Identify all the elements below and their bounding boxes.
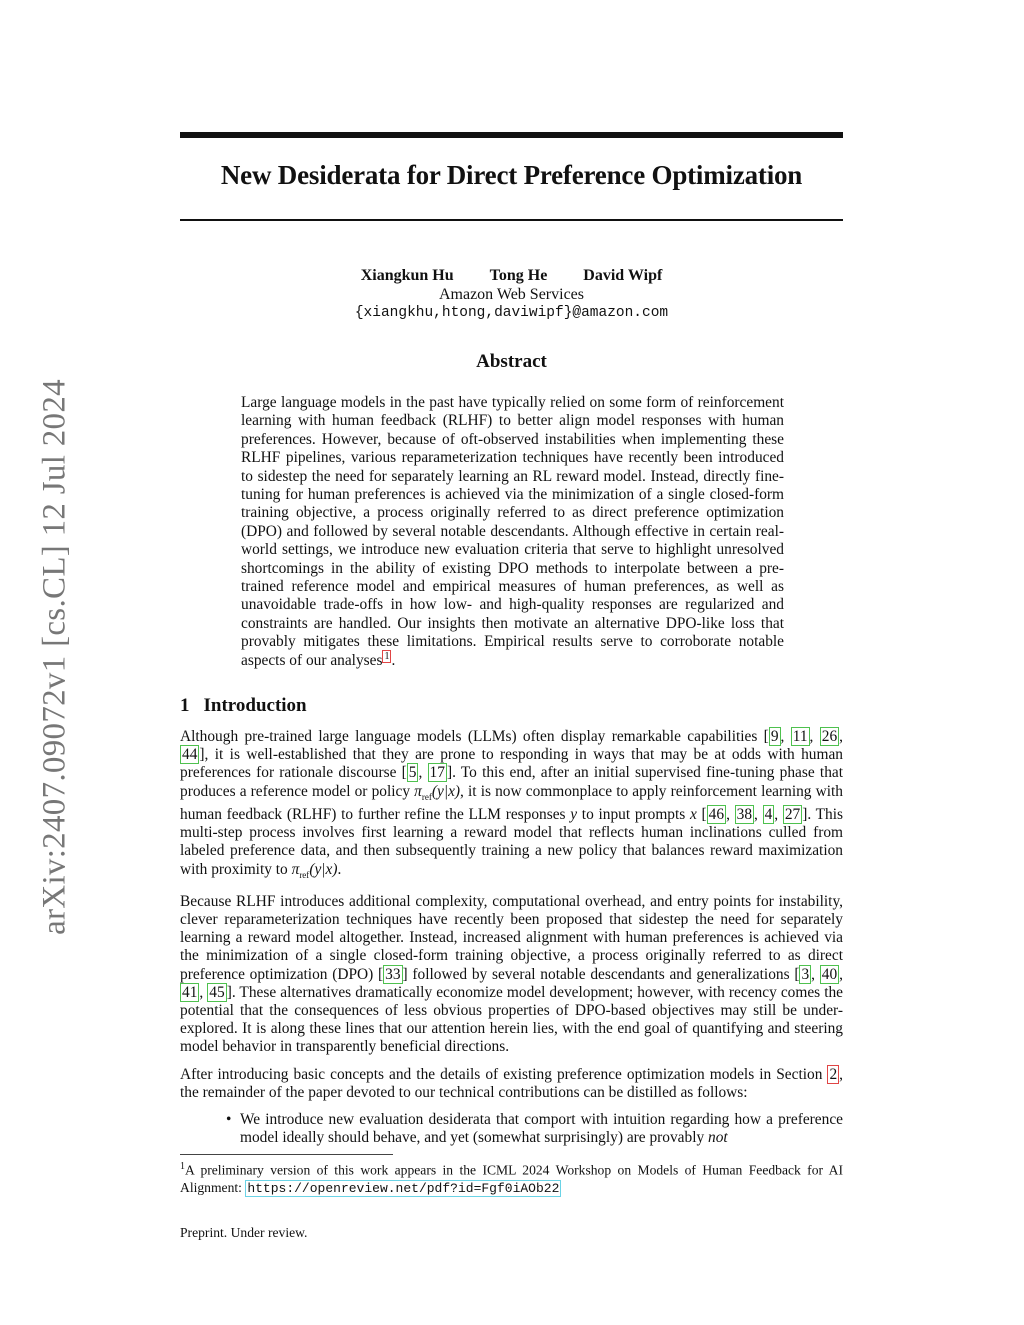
math-y: y [570,805,578,823]
abstract-text: Large language models in the past have typically relied on some form of reinforcement learning with human feedback (RLHF) to better align model responses with human preferences. However, because of oft-observed instabilities when implementing these RLHF pipelines, various reparameterization techniques have recently been introduced to sidestep the need for separately learning an RL reward model. Instead, directly fine-tuning for human preferences is achieved via the minimization of a single closed-form training objective, a process originally referred to as direct preference optimization (DPO) and followed by several notable descendants. Although effective in certain real-world settings, we introduce new evaluation criteria that serve to highlight unresolved shortcomings in the ability of existing DPO methods to interpolate between a pre-trained reference model and empirical measures of human preferences, as well as unavoidable trade-offs in how low- and high-quality responses are regularized and constraints are handled. Our insights then motivate an alternative DPO-like loss that provably mitigates these limitations. Empirical results serve to corroborate notable aspects of our analyses $^1$ . [241,394,784,669]
citation-link[interactable]: 44 [182,746,198,764]
preprint-note: Preprint. Under review. [180,1225,308,1240]
citation-link[interactable]: 40 [821,965,838,983]
author-name: Tong He [489,267,548,284]
paragraph: Because RLHF introduces additional complexity, computational overhead, and entry points for instability, clever reparameterization techniques have recently been proposed that sidestep the need for separately learning a reward model altogether. Instead, increased alignment with human preferences is achieved via the minimization of a single closed-form training objective, a process originally referred to as direct preference optimization (DPO) [ 33 ] followed by several notable descendants and generalizations [ 3 , 40 , 41 , 45 ]. These alternatives dramatically economize model development; however, with recency comes the potential that the consequences of less obvious properties of DPO-based objectives may still be under-explored. It is along these lines that our attention herein lies, with the end goal of quantifying and steering model behavior in transparently beneficial directions. [180,892,843,1056]
section-number: 1 [180,695,190,716]
citation-link[interactable]: 27 [784,805,801,823]
citation-link[interactable]: 5 [408,764,417,782]
citation-link[interactable]: 4 [764,805,773,823]
title-rule-bottom [180,219,843,221]
citation-link[interactable]: 41 [182,983,198,1001]
paragraph: Although pre-trained large language models (LLMs) often display remarkable capabilities [ 9 , 11 , 26 , 44 ], it is well-established that they are prone to responding in ways that may be at odds with human preferences for rationale discourse [ 5 , 17 ]. To this end, after an initial supervised fine-tuning phase that produces a reference model or policy $\pi_{ref}(y|x)$, it is now commonplace to apply reinforcement learning with human feedback (RLHF) to further refine the LLM responses y to input prompts x [ 46 , 38 , 4 , 27 ]. This multi-step process involves first learning a reward model that reflects human inclinations culled from labeled preference data, and then subsequently training a new policy that balances reward maximization with proximity to $\pi_{ref}(y|x)$. [180,728,843,880]
math-policy: $\pi_{ref}(y|x)$ [291,860,338,880]
paragraph: After introducing basic concepts and the details of existing preference optimization models in Section 2 , the remainder of the paper devoted to our technical contributions can be distilled as follows: [180,1065,843,1101]
arxiv-identifier: arXiv:2407.09072v1 [cs.CL] 12 Jul 2024 [36,379,73,935]
footnote-url-link[interactable]: https://openreview.net/pdf?id=Fgf0iAOb22 [247,1180,560,1196]
section-heading [180,695,307,717]
citation-link[interactable]: 11 [792,728,808,745]
citation-link[interactable]: 26 [821,728,838,745]
footnote-divider [180,1154,393,1155]
citation-link[interactable]: 33 [385,965,401,983]
citation-link[interactable]: 9 [770,728,779,745]
author-name: Xiangkun Hu [360,267,454,284]
math-policy: $\pi_{ref}(y|x)$ [414,782,461,802]
contribution-list [180,1111,843,1147]
author-affiliation: Amazon Web Services [438,286,585,303]
title-rule-top [180,132,843,138]
author-name: David Wipf [583,267,663,284]
citation-link[interactable]: 46 [708,805,725,823]
author-names [180,266,843,285]
abstract-heading: Abstract [476,351,547,372]
section-ref-link[interactable]: 2 [829,1065,838,1083]
footnote-mark: 1 [180,1161,185,1172]
footnote-ref-link[interactable]: 1 [384,650,390,662]
arxiv-side-label [20,372,90,942]
introduction-body [180,728,843,1147]
list-item: • We introduce new evaluation desiderata that comport with intuition regarding how a preference model ideally should behave, and yet (somewhat surprisingly) are provably not [240,1111,843,1147]
footnote: $^1$A preliminary version of this work appears in the ICML 2024 Workshop on Models of Human Feedback for AI Alignment: https://openreview.net/pdf?id=Fgf0iAOb22 [180,1161,843,1196]
citation-link[interactable]: 45 [209,983,225,1001]
abstract-body [241,394,784,670]
citation-link[interactable]: 3 [801,965,810,983]
citation-link[interactable]: 38 [736,805,753,823]
math-x: x [689,805,697,823]
citation-link[interactable]: 17 [429,764,445,782]
paper-title: New Desiderata for Direct Preference Optimization [220,160,803,190]
section-title: Introduction [203,695,307,716]
author-email: {xiangkhu,htong,daviwipf}@amazon.com [354,305,669,321]
author-block [180,266,843,323]
